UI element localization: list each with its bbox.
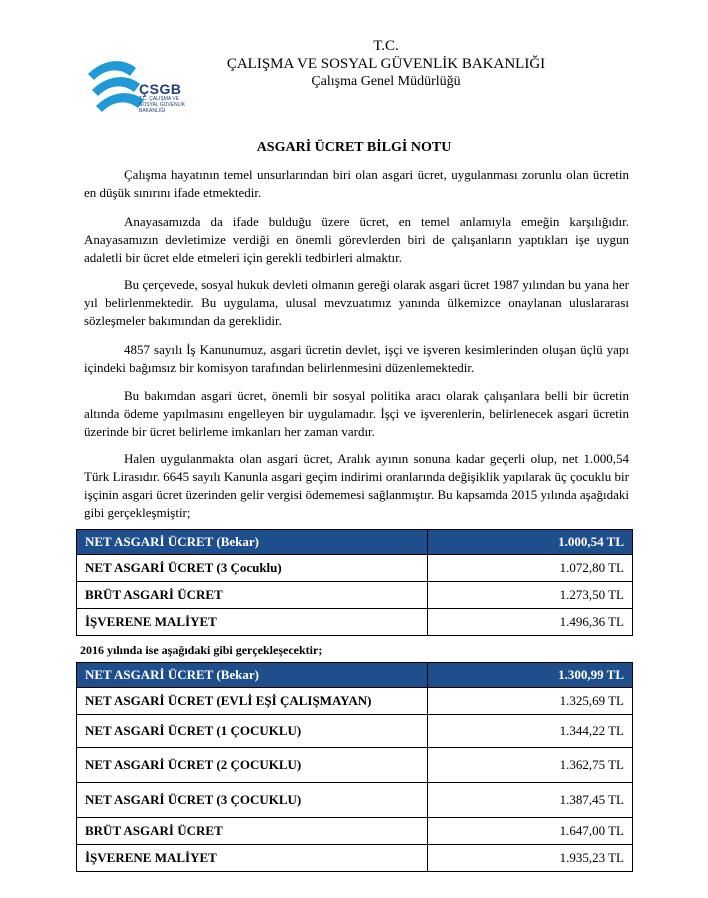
table-row [77, 609, 633, 636]
header-line-3: Çalışma Genel Müdürlüğü [311, 74, 461, 89]
row-value: 1.300,99 TL [428, 663, 633, 688]
row-value: 1.496,36 TL [428, 609, 633, 636]
paragraph-2: Anayasamızda da ifade bulduğu üzere ücret, en temel anlamıyla emeğin karşılığıdır. Anayasamızın devletimize verdiği en önemli görevlerden biri de çalışanların yaptıkları işe uygun adaletli bir ücret elde etmeleri için gerekli tedbirleri almaktır. [84, 214, 629, 265]
table-row [77, 845, 633, 872]
table-2015 [76, 529, 633, 636]
table-row [77, 663, 633, 688]
row-label: NET ASGARİ ÜCRET (EVLİ EŞİ ÇALIŞMAYAN) [77, 688, 428, 715]
row-value: 1.325,69 TL [428, 688, 633, 715]
document-title: ASGARİ ÜCRET BİLGİ NOTU [256, 140, 452, 155]
header-line-2: ÇALIŞMA VE SOSYAL GÜVENLİK BAKANLIĞI [226, 56, 546, 72]
row-label: BRÜT ASGARİ ÜCRET [77, 582, 428, 609]
row-label: BRÜT ASGARİ ÜCRET [77, 818, 428, 845]
table-row [77, 783, 633, 818]
table-2016 [76, 662, 633, 872]
row-value: 1.935,23 TL [428, 845, 633, 872]
row-label: NET ASGARİ ÜCRET (3 Çocuklu) [77, 555, 428, 582]
row-value: 1.387,45 TL [428, 783, 633, 818]
table-row [77, 688, 633, 715]
row-value: 1.647,00 TL [428, 818, 633, 845]
row-value: 1.072,80 TL [428, 555, 633, 582]
header-line-1: T.C. [373, 38, 399, 54]
letterhead [0, 38, 708, 128]
table-row [77, 818, 633, 845]
logo-text: ÇSGB [139, 81, 182, 97]
row-label: İŞVERENE MALİYET [77, 845, 428, 872]
row-value: 1.344,22 TL [428, 715, 633, 748]
row-label: İŞVERENE MALİYET [77, 609, 428, 636]
row-label: NET ASGARİ ÜCRET (1 ÇOCUKLU) [77, 715, 428, 748]
logo-subtext: T.C. ÇALIŞMA VE SOSYAL GÜVENLİK BAKANLIĞI [139, 96, 186, 114]
subheading-2016: 2016 yılında ise aşağıdaki gibi gerçekleşecektir; [80, 643, 323, 657]
table-row [77, 582, 633, 609]
row-label: NET ASGARİ ÜCRET (Bekar) [77, 530, 428, 555]
row-value: 1.362,75 TL [428, 748, 633, 783]
paragraph-5: Bu bakımdan asgari ücret, önemli bir sosyal politika aracı olarak çalışanlara belli bir ücretin altında ödeme yapılmasını engelleyen bir uygulamadır. İşçi ve işverenlerin, belirlenecek asgari ücretin üzerinde bir ücret belirleme imkanları her zaman vardır. [84, 388, 629, 439]
paragraph-4: 4857 sayılı İş Kanunumuz, asgari ücretin devlet, işçi ve işveren kesimlerinden oluşan üçlü yapı içindeki bağımsız bir komisyon tarafından belirlenmesini düzenlemektedir. [84, 342, 629, 375]
row-label: NET ASGARİ ÜCRET (2 ÇOCUKLU) [77, 748, 428, 783]
table-row [77, 715, 633, 748]
table-row [77, 530, 633, 555]
row-value: 1.000,54 TL [428, 530, 633, 555]
row-label: NET ASGARİ ÜCRET (3 ÇOCUKLU) [77, 783, 428, 818]
row-value: 1.273,50 TL [428, 582, 633, 609]
paragraph-6: Halen uygulanmakta olan asgari ücret, Aralık ayının sonuna kadar geçerli olup, net 1.000,54 Türk Lirasıdır. 6645 sayılı Kanunla asgari geçim indirimi oranlarında değişiklik yapılarak üç çocuklu bir işçinin asgari ücret üzerinden gelir vergisi ödememesi sağlanmıştır. Bu kapsamda 2015 yılında aşağıdaki gibi gerçekleşmiştir; [84, 451, 629, 520]
table-row [77, 748, 633, 783]
paragraph-1: Çalışma hayatının temel unsurlarından biri olan asgari ücret, uygulanması zorunlu olan ücretin en düşük sınırını ifade etmektedir. [84, 167, 629, 200]
table-row [77, 555, 633, 582]
row-label: NET ASGARİ ÜCRET (Bekar) [77, 663, 428, 688]
paragraph-3: Bu çerçevede, sosyal hukuk devleti olmanın gereği olarak asgari ücret 1987 yılından bu yana her yıl belirlenmektedir. Bu uygulama, ulusal mevzuatımız yanında ülkemizce onaylanan uluslararası sözleşmeler bakımından da gereklidir. [84, 277, 629, 328]
